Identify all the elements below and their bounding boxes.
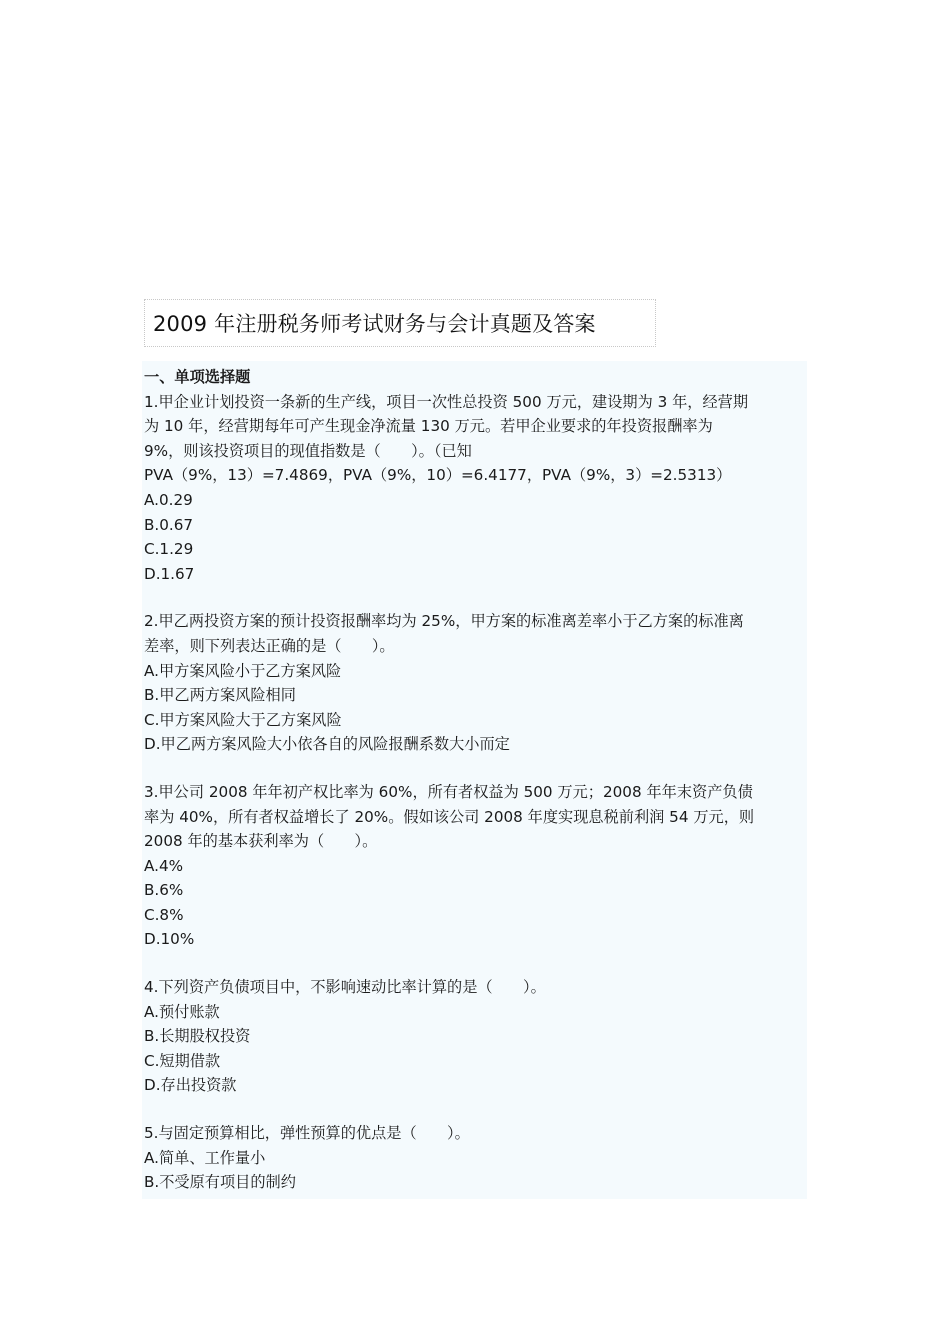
- document-title: 2009 年注册税务师考试财务与会计真题及答案: [153, 312, 596, 336]
- stem-line: 为 10 年，经营期每年可产生现金净流量 130 万元。若甲企业要求的年投资报酬率为: [144, 417, 713, 436]
- stem-line: 2008 年的基本获利率为（ ）。: [144, 832, 378, 851]
- option-a: A.0.29: [144, 490, 193, 509]
- option-b: B.不受原有项目的制约: [144, 1173, 296, 1192]
- option-a: A.甲方案风险小于乙方案风险: [144, 661, 342, 680]
- option-a: A.简单、工作量小: [144, 1148, 266, 1167]
- question-stem: [144, 780, 807, 854]
- option-c: C.甲方案风险大于乙方案风险: [144, 710, 342, 729]
- option-c: C.短期借款: [144, 1051, 221, 1070]
- option-c: C.1.29: [144, 540, 194, 559]
- question-stem: [144, 975, 807, 1000]
- question-5: [144, 1121, 807, 1195]
- document-title-box: [144, 299, 656, 347]
- stem-line: 1.甲企业计划投资一条新的生产线，项目一次性总投资 500 万元，建设期为 3 年，经营期: [144, 392, 749, 411]
- question-4: [144, 975, 807, 1098]
- question-3: [144, 780, 807, 952]
- option-c: C.8%: [144, 905, 184, 924]
- option-b: B.长期股权投资: [144, 1027, 251, 1046]
- question-stem: [144, 609, 807, 658]
- option-b: B.甲乙两方案风险相同: [144, 686, 296, 705]
- stem-line: 5.与固定预算相比，弹性预算的优点是（ ）。: [144, 1124, 470, 1143]
- stem-line: PVA（9%，13）=7.4869，PVA（9%，10）=6.4177，PVA（9%，3）=2.5313）: [144, 466, 732, 485]
- option-d: D.存出投资款: [144, 1076, 237, 1095]
- option-b: B.0.67: [144, 515, 194, 534]
- question-1: [144, 390, 807, 587]
- section-heading: 一、单项选择题: [144, 368, 251, 386]
- option-a: A.预付账款: [144, 1002, 220, 1021]
- document-body: [142, 361, 807, 1199]
- option-d: D.1.67: [144, 564, 195, 583]
- question-stem: [144, 390, 807, 488]
- stem-line: 差率，则下列表达正确的是（ ）。: [144, 636, 395, 655]
- stem-line: 9%，则该投资项目的现值指数是（ ）。（已知: [144, 441, 472, 460]
- stem-line: 3.甲公司 2008 年年初产权比率为 60%，所有者权益为 500 万元；2008 年年末资产负债: [144, 782, 753, 801]
- question-2: [144, 609, 807, 757]
- stem-line: 2.甲乙两投资方案的预计投资报酬率均为 25%，甲方案的标准离差率小于乙方案的标准离: [144, 612, 744, 631]
- option-b: B.6%: [144, 881, 184, 900]
- stem-line: 率为 40%，所有者权益增长了 20%。假如该公司 2008 年度实现息税前利润 54 万元，则: [144, 807, 755, 826]
- option-d: D.甲乙两方案风险大小依各自的风险报酬系数大小而定: [144, 735, 510, 754]
- option-a: A.4%: [144, 856, 184, 875]
- option-d: D.10%: [144, 930, 195, 949]
- stem-line: 4.下列资产负债项目中，不影响速动比率计算的是（ ）。: [144, 978, 546, 997]
- question-stem: [144, 1121, 807, 1146]
